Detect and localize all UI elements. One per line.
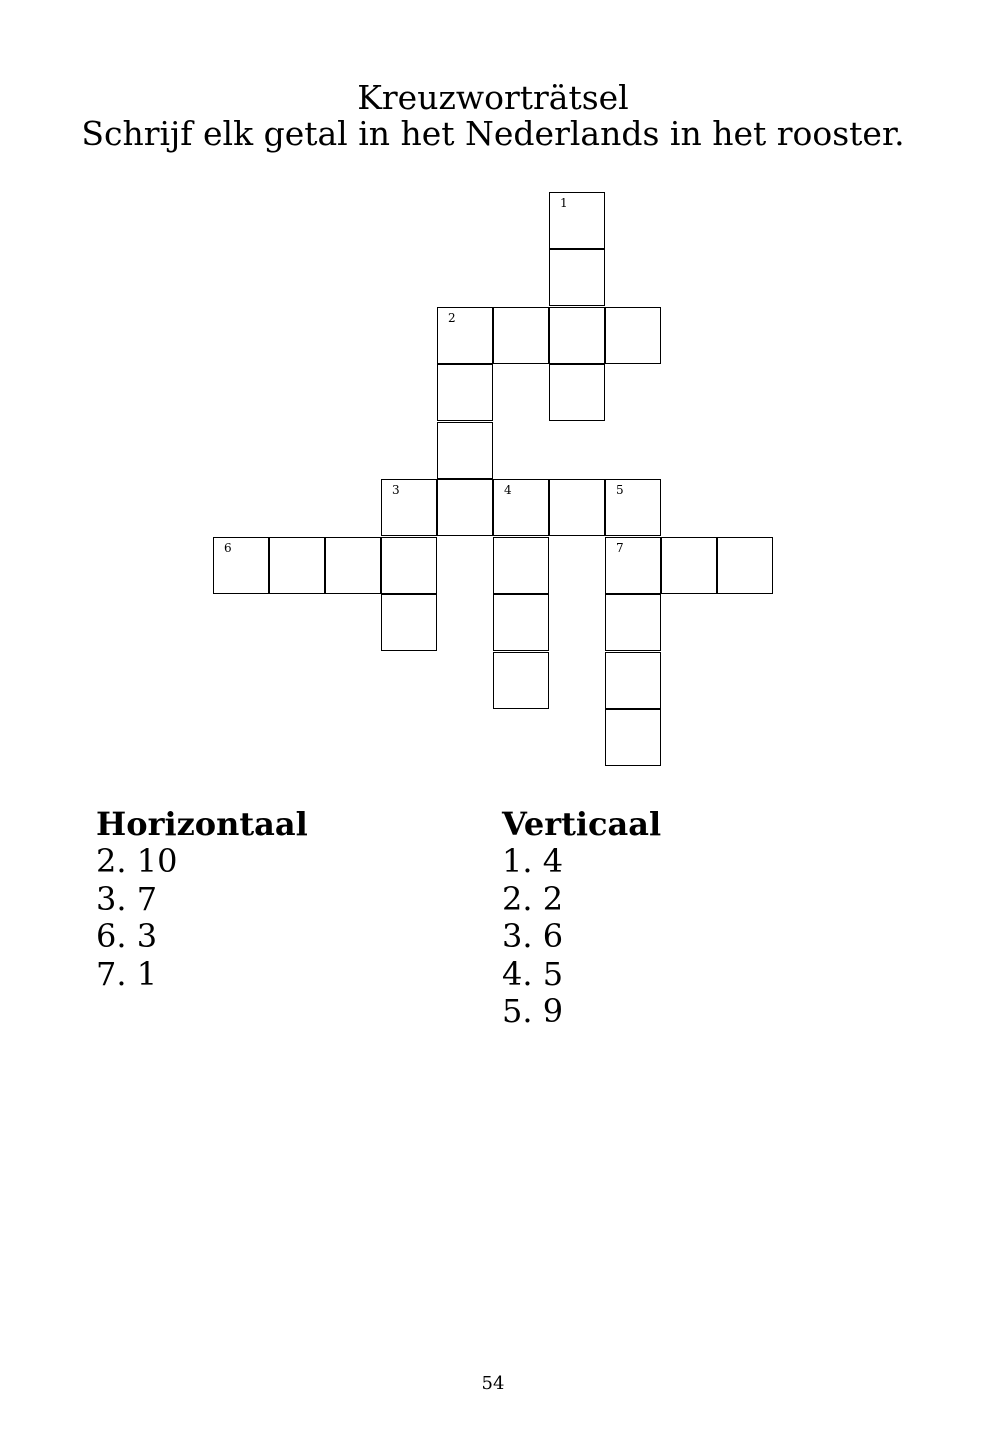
grid-cell[interactable] [661,537,717,594]
clue-number: 2 [448,311,456,325]
grid-cell[interactable] [493,537,549,594]
grid-cell[interactable] [605,479,661,536]
grid-cell[interactable] [381,537,437,594]
clue-item: 7. 1 [96,954,158,993]
clue-number: 1 [560,196,568,210]
grid-cell[interactable] [437,307,493,364]
grid-cell[interactable] [493,307,549,364]
clue-number: 4 [504,483,512,497]
clue-number: 7 [616,541,624,555]
clue-number: 3 [392,483,400,497]
clue-item: 6. 3 [96,917,158,955]
clue-item: 3. 6 [502,917,564,955]
grid-cell[interactable] [605,594,661,651]
puzzle-instruction: Schrijf elk getal in het Nederlands in het rooster. [81,114,905,153]
grid-cell[interactable] [493,652,549,709]
puzzle-title: Kreuzworträtsel [357,78,629,117]
grid-cell[interactable] [605,709,661,766]
across-heading: Horizontaal [96,805,308,843]
clue-item: 3. 7 [96,879,158,918]
grid-cell[interactable] [437,479,493,536]
grid-cell[interactable] [493,594,549,651]
grid-cell[interactable] [437,422,493,479]
grid-cell[interactable] [605,652,661,709]
grid-cell[interactable] [549,249,605,306]
grid-cell[interactable] [549,479,605,536]
clue-item: 1. 4 [502,842,564,880]
grid-cell[interactable] [549,192,605,249]
grid-cell[interactable] [381,479,437,536]
clue-item: 2. 2 [502,879,564,918]
down-clue-list [502,843,661,1031]
grid-cell[interactable] [381,594,437,651]
grid-cell[interactable] [605,307,661,364]
grid-cell[interactable] [269,537,325,594]
grid-cell[interactable] [325,537,381,594]
grid-cell[interactable] [493,479,549,536]
across-clues [96,805,308,993]
clue-item: 2. 10 [96,842,178,880]
clue-item: 5. 9 [502,992,564,1030]
down-clues [502,805,661,1031]
clue-number: 6 [224,541,232,555]
grid-cell[interactable] [717,537,773,594]
grid-cell[interactable] [437,364,493,421]
page-number: 54 [481,1373,505,1394]
grid-cell[interactable] [549,364,605,421]
grid-cell[interactable] [605,537,661,594]
grid-cell[interactable] [549,307,605,364]
grid-cell[interactable] [213,537,269,594]
across-clue-list [96,843,308,993]
clue-item: 4. 5 [502,954,564,993]
down-heading: Verticaal [502,805,662,843]
clue-number: 5 [616,483,624,497]
